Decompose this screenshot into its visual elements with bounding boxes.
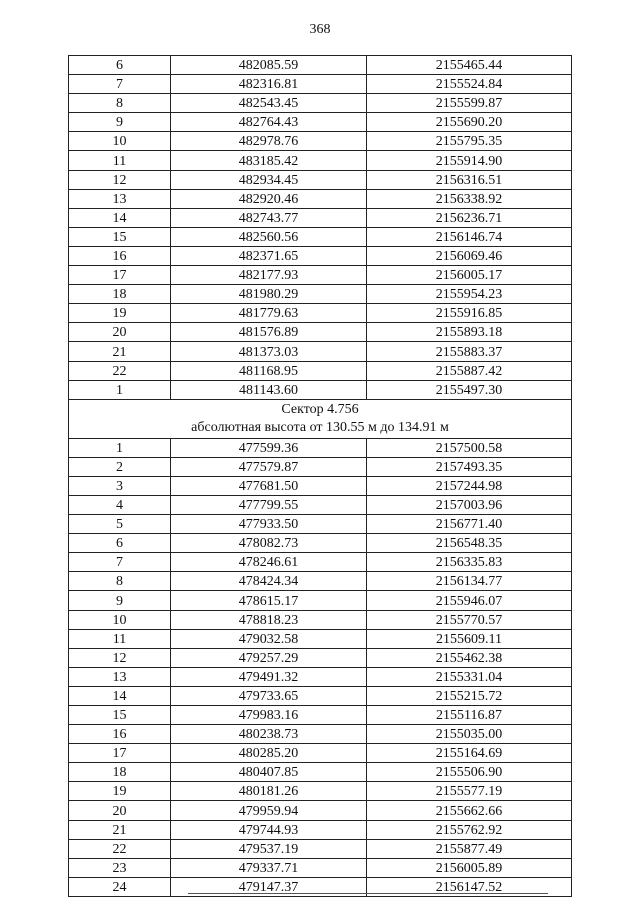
point-number-cell: 3 — [69, 476, 171, 495]
y-coordinate-cell: 2155954.23 — [367, 285, 572, 304]
table-row — [69, 246, 572, 265]
point-number-cell: 12 — [69, 648, 171, 667]
table-row — [69, 323, 572, 342]
table-row — [69, 285, 572, 304]
x-coordinate-cell: 481779.63 — [171, 304, 367, 323]
y-coordinate-cell: 2156771.40 — [367, 515, 572, 534]
y-coordinate-cell: 2155916.85 — [367, 304, 572, 323]
x-coordinate-cell: 478082.73 — [171, 534, 367, 553]
y-coordinate-cell: 2156338.92 — [367, 189, 572, 208]
x-coordinate-cell: 482543.45 — [171, 94, 367, 113]
y-coordinate-cell: 2155893.18 — [367, 323, 572, 342]
x-coordinate-cell: 479491.32 — [171, 667, 367, 686]
coordinates-table — [68, 55, 572, 897]
y-coordinate-cell: 2155914.90 — [367, 151, 572, 170]
point-number-cell: 11 — [69, 629, 171, 648]
table-row — [69, 380, 572, 399]
x-coordinate-cell: 482934.45 — [171, 170, 367, 189]
table-row — [69, 113, 572, 132]
table-row — [69, 553, 572, 572]
table-row — [69, 170, 572, 189]
y-coordinate-cell: 2157003.96 — [367, 495, 572, 514]
point-number-cell: 4 — [69, 495, 171, 514]
point-number-cell: 10 — [69, 610, 171, 629]
y-coordinate-cell: 2155164.69 — [367, 744, 572, 763]
point-number-cell: 6 — [69, 56, 171, 75]
table-row — [69, 132, 572, 151]
y-coordinate-cell: 2157500.58 — [367, 438, 572, 457]
y-coordinate-cell: 2156335.83 — [367, 553, 572, 572]
x-coordinate-cell: 482920.46 — [171, 189, 367, 208]
y-coordinate-cell: 2157244.98 — [367, 476, 572, 495]
y-coordinate-cell: 2155883.37 — [367, 342, 572, 361]
point-number-cell: 9 — [69, 113, 171, 132]
y-coordinate-cell: 2156134.77 — [367, 572, 572, 591]
table-row — [69, 629, 572, 648]
point-number-cell: 17 — [69, 266, 171, 285]
y-coordinate-cell: 2155462.38 — [367, 648, 572, 667]
y-coordinate-cell: 2156236.71 — [367, 208, 572, 227]
table-row — [69, 227, 572, 246]
point-number-cell: 24 — [69, 877, 171, 896]
point-number-cell: 11 — [69, 151, 171, 170]
x-coordinate-cell: 479959.94 — [171, 801, 367, 820]
table-row — [69, 361, 572, 380]
point-number-cell: 5 — [69, 515, 171, 534]
y-coordinate-cell: 2155599.87 — [367, 94, 572, 113]
table-row — [69, 457, 572, 476]
x-coordinate-cell: 481168.95 — [171, 361, 367, 380]
table-row — [69, 782, 572, 801]
y-coordinate-cell: 2155497.30 — [367, 380, 572, 399]
table-body-after — [69, 438, 572, 896]
table-row — [69, 839, 572, 858]
y-coordinate-cell: 2155877.49 — [367, 839, 572, 858]
point-number-cell: 16 — [69, 246, 171, 265]
x-coordinate-cell: 482316.81 — [171, 75, 367, 94]
x-coordinate-cell: 481576.89 — [171, 323, 367, 342]
point-number-cell: 19 — [69, 782, 171, 801]
y-coordinate-cell: 2155946.07 — [367, 591, 572, 610]
point-number-cell: 21 — [69, 342, 171, 361]
sector-subtitle: абсолютная высота от 130.55 м до 134.91 м — [191, 420, 449, 436]
x-coordinate-cell: 480238.73 — [171, 725, 367, 744]
table-row — [69, 572, 572, 591]
point-number-cell: 18 — [69, 285, 171, 304]
point-number-cell: 9 — [69, 591, 171, 610]
point-number-cell: 8 — [69, 572, 171, 591]
table-row — [69, 94, 572, 113]
point-number-cell: 22 — [69, 839, 171, 858]
point-number-cell: 14 — [69, 686, 171, 705]
point-number-cell: 16 — [69, 725, 171, 744]
y-coordinate-cell: 2155770.57 — [367, 610, 572, 629]
table-row — [69, 706, 572, 725]
x-coordinate-cell: 479147.37 — [171, 877, 367, 896]
x-coordinate-cell: 477681.50 — [171, 476, 367, 495]
y-coordinate-cell: 2156146.74 — [367, 227, 572, 246]
table-row — [69, 208, 572, 227]
x-coordinate-cell: 481373.03 — [171, 342, 367, 361]
table-row — [69, 820, 572, 839]
table-body-before — [69, 56, 572, 400]
y-coordinate-cell: 2155609.11 — [367, 629, 572, 648]
y-coordinate-cell: 2155331.04 — [367, 667, 572, 686]
table-row — [69, 189, 572, 208]
point-number-cell: 7 — [69, 553, 171, 572]
table-row — [69, 591, 572, 610]
point-number-cell: 6 — [69, 534, 171, 553]
x-coordinate-cell: 477799.55 — [171, 495, 367, 514]
point-number-cell: 22 — [69, 361, 171, 380]
point-number-cell: 15 — [69, 227, 171, 246]
y-coordinate-cell: 2155795.35 — [367, 132, 572, 151]
x-coordinate-cell: 479733.65 — [171, 686, 367, 705]
point-number-cell: 2 — [69, 457, 171, 476]
table-row — [69, 495, 572, 514]
table-row — [69, 686, 572, 705]
x-coordinate-cell: 480285.20 — [171, 744, 367, 763]
sector-title: Сектор 4.756 — [281, 402, 359, 418]
table-row — [69, 438, 572, 457]
y-coordinate-cell: 2156005.17 — [367, 266, 572, 285]
y-coordinate-cell: 2155465.44 — [367, 56, 572, 75]
point-number-cell: 23 — [69, 858, 171, 877]
x-coordinate-cell: 482764.43 — [171, 113, 367, 132]
point-number-cell: 20 — [69, 323, 171, 342]
y-coordinate-cell: 2155506.90 — [367, 763, 572, 782]
x-coordinate-cell: 481980.29 — [171, 285, 367, 304]
point-number-cell: 20 — [69, 801, 171, 820]
point-number-cell: 1 — [69, 380, 171, 399]
x-coordinate-cell: 478424.34 — [171, 572, 367, 591]
point-number-cell: 7 — [69, 75, 171, 94]
x-coordinate-cell: 482177.93 — [171, 266, 367, 285]
table-row — [69, 56, 572, 75]
x-coordinate-cell: 478818.23 — [171, 610, 367, 629]
y-coordinate-cell: 2155662.66 — [367, 801, 572, 820]
y-coordinate-cell: 2155524.84 — [367, 75, 572, 94]
y-coordinate-cell: 2157493.35 — [367, 457, 572, 476]
point-number-cell: 13 — [69, 667, 171, 686]
y-coordinate-cell: 2155116.87 — [367, 706, 572, 725]
x-coordinate-cell: 477599.36 — [171, 438, 367, 457]
point-number-cell: 15 — [69, 706, 171, 725]
y-coordinate-cell: 2156548.35 — [367, 534, 572, 553]
x-coordinate-cell: 483185.42 — [171, 151, 367, 170]
x-coordinate-cell: 478615.17 — [171, 591, 367, 610]
y-coordinate-cell: 2156316.51 — [367, 170, 572, 189]
y-coordinate-cell: 2156069.46 — [367, 246, 572, 265]
y-coordinate-cell: 2155762.92 — [367, 820, 572, 839]
table-row — [69, 610, 572, 629]
x-coordinate-cell: 479337.71 — [171, 858, 367, 877]
table-row — [69, 75, 572, 94]
bottom-rule — [188, 893, 548, 894]
y-coordinate-cell: 2155887.42 — [367, 361, 572, 380]
point-number-cell: 8 — [69, 94, 171, 113]
table-row — [69, 304, 572, 323]
point-number-cell: 12 — [69, 170, 171, 189]
x-coordinate-cell: 482560.56 — [171, 227, 367, 246]
y-coordinate-cell: 2156147.52 — [367, 877, 572, 896]
table-row — [69, 266, 572, 285]
table-row — [69, 476, 572, 495]
point-number-cell: 18 — [69, 763, 171, 782]
table-row — [69, 858, 572, 877]
x-coordinate-cell: 480181.26 — [171, 782, 367, 801]
sector-header-body — [69, 399, 572, 438]
sector-header-row — [69, 399, 572, 438]
x-coordinate-cell: 481143.60 — [171, 380, 367, 399]
table-row — [69, 763, 572, 782]
point-number-cell: 13 — [69, 189, 171, 208]
page-number: 368 — [309, 22, 331, 37]
table-row — [69, 801, 572, 820]
point-number-cell: 10 — [69, 132, 171, 151]
x-coordinate-cell: 477579.87 — [171, 457, 367, 476]
table-row — [69, 648, 572, 667]
table-row — [69, 515, 572, 534]
x-coordinate-cell: 479983.16 — [171, 706, 367, 725]
table-row — [69, 534, 572, 553]
y-coordinate-cell: 2156005.89 — [367, 858, 572, 877]
point-number-cell: 1 — [69, 438, 171, 457]
x-coordinate-cell: 482371.65 — [171, 246, 367, 265]
table-row — [69, 744, 572, 763]
point-number-cell: 17 — [69, 744, 171, 763]
table-row — [69, 667, 572, 686]
table-row — [69, 151, 572, 170]
table-row — [69, 725, 572, 744]
y-coordinate-cell: 2155035.00 — [367, 725, 572, 744]
x-coordinate-cell: 479032.58 — [171, 629, 367, 648]
x-coordinate-cell: 479537.19 — [171, 839, 367, 858]
y-coordinate-cell: 2155215.72 — [367, 686, 572, 705]
x-coordinate-cell: 482743.77 — [171, 208, 367, 227]
point-number-cell: 14 — [69, 208, 171, 227]
x-coordinate-cell: 477933.50 — [171, 515, 367, 534]
table-row — [69, 342, 572, 361]
sector-header-cell — [69, 399, 572, 438]
x-coordinate-cell: 479257.29 — [171, 648, 367, 667]
point-number-cell: 21 — [69, 820, 171, 839]
x-coordinate-cell: 478246.61 — [171, 553, 367, 572]
x-coordinate-cell: 482085.59 — [171, 56, 367, 75]
x-coordinate-cell: 479744.93 — [171, 820, 367, 839]
y-coordinate-cell: 2155690.20 — [367, 113, 572, 132]
x-coordinate-cell: 480407.85 — [171, 763, 367, 782]
x-coordinate-cell: 482978.76 — [171, 132, 367, 151]
point-number-cell: 19 — [69, 304, 171, 323]
y-coordinate-cell: 2155577.19 — [367, 782, 572, 801]
